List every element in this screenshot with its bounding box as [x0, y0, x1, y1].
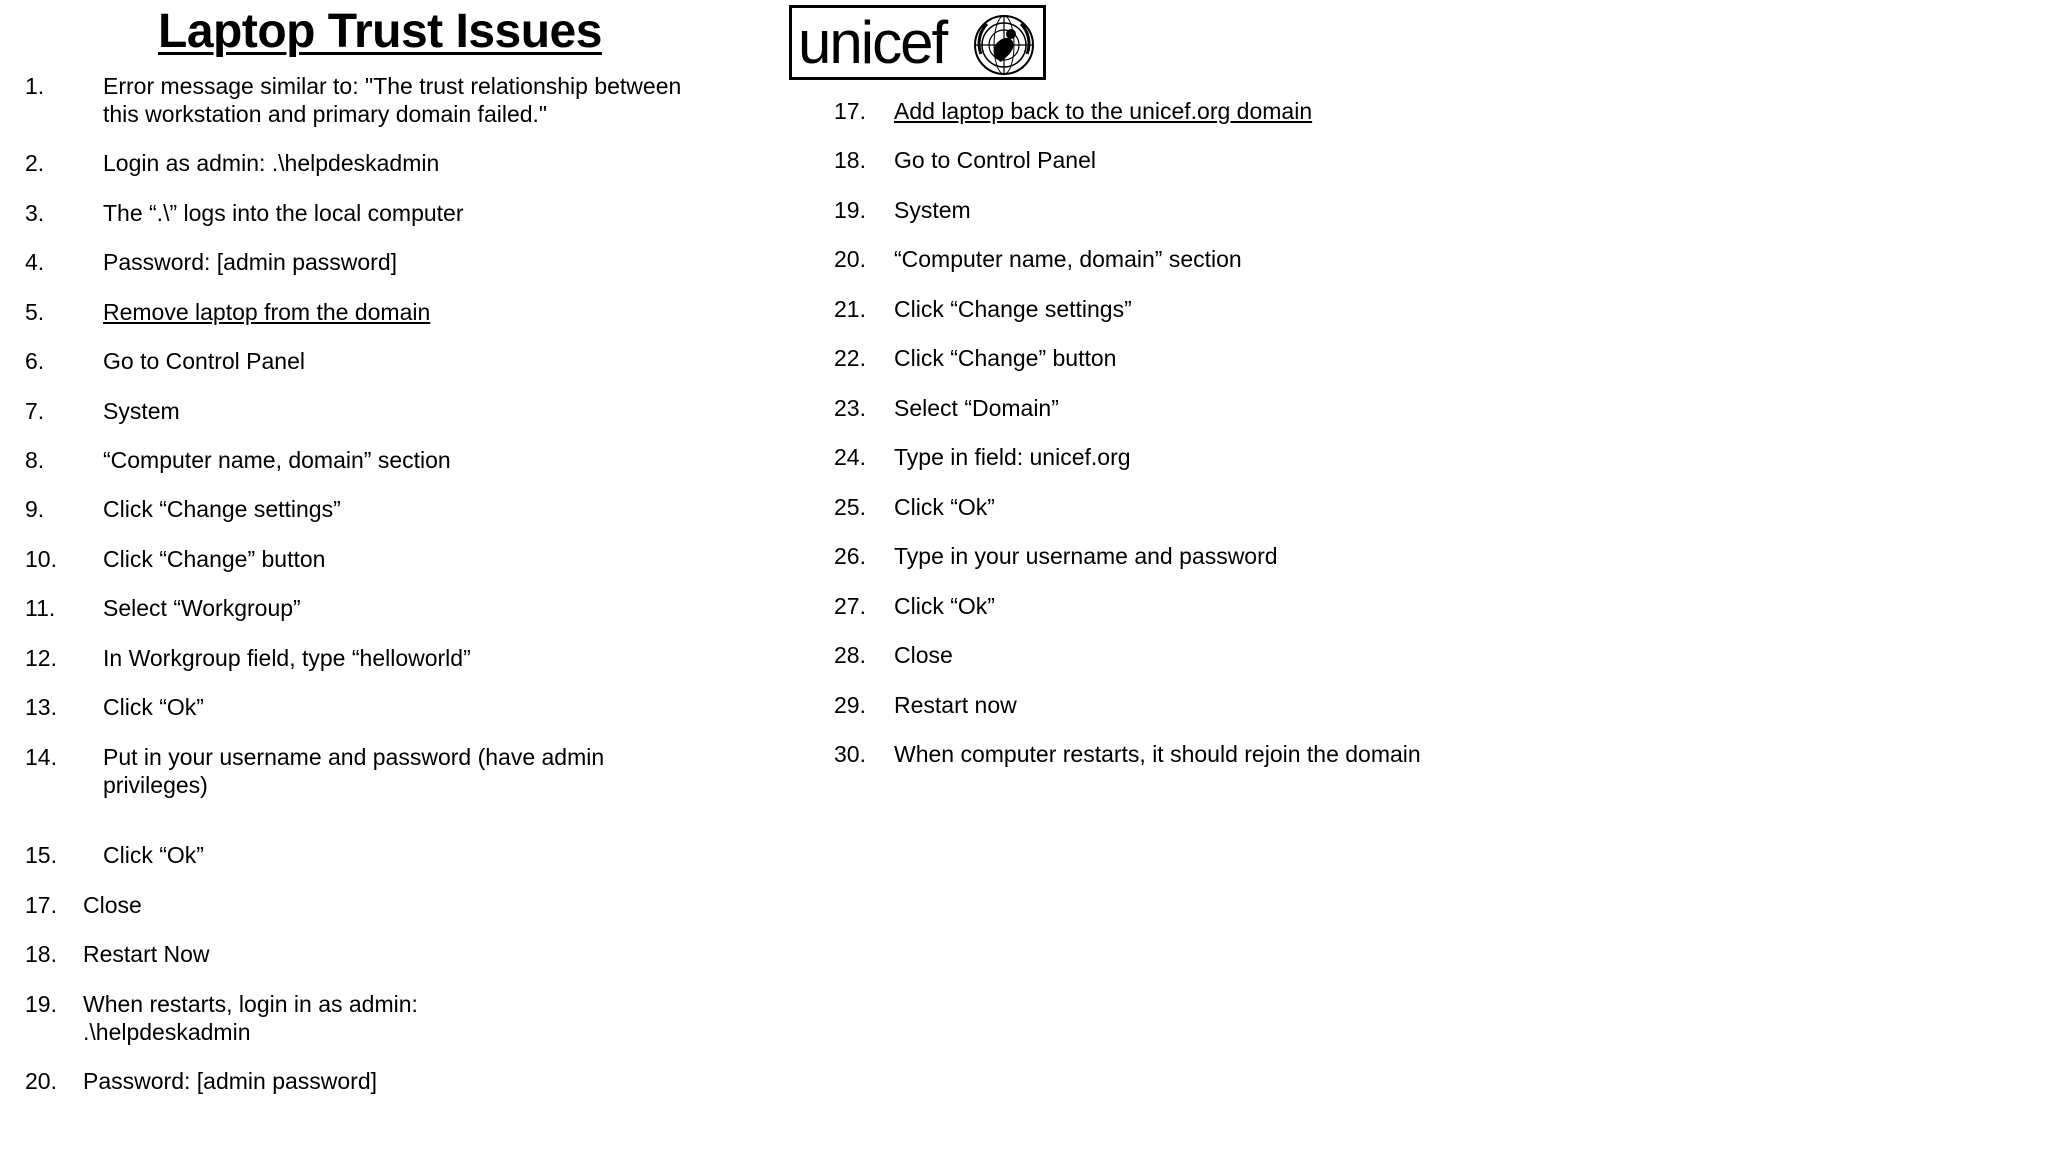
item-text: Restart Now [83, 941, 210, 967]
item-text: Restart now [894, 692, 1017, 718]
item-text: In Workgroup field, type “helloworld” [103, 645, 471, 671]
item-number: 29. [834, 692, 866, 718]
item-text: Click “Change settings” [103, 496, 341, 522]
item-text: Click “Ok” [894, 593, 995, 619]
item-number: 20. [834, 246, 866, 272]
item-number: 2. [25, 150, 45, 176]
item-number: 24. [834, 444, 866, 470]
item-number: 17. [25, 892, 57, 918]
item-number: 21. [834, 296, 866, 322]
item-text: Error message similar to: "The trust relationship between [103, 73, 682, 99]
item-number: 5. [25, 299, 45, 325]
item-text: .\helpdeskadmin [83, 1019, 251, 1045]
item-text: Go to Control Panel [894, 147, 1097, 173]
item-text: Select “Workgroup” [103, 595, 301, 621]
item-text: Click “Ok” [103, 694, 204, 720]
item-text: Type in your username and password [894, 543, 1278, 569]
item-number: 15. [25, 842, 57, 868]
item-number: 10. [25, 546, 57, 572]
item-number: 19. [834, 197, 866, 223]
item-number: 25. [834, 494, 866, 520]
item-number: 17. [834, 98, 866, 124]
item-text: privileges) [103, 772, 208, 798]
item-number: 20. [25, 1068, 57, 1094]
item-number: 27. [834, 593, 866, 619]
item-number: 28. [834, 642, 866, 668]
item-text: Click “Change settings” [894, 296, 1132, 322]
item-number: 13. [25, 694, 57, 720]
item-number: 9. [25, 496, 45, 522]
item-number: 18. [25, 941, 57, 967]
item-text: System [103, 398, 180, 424]
item-text: Login as admin: .\helpdeskadmin [103, 150, 440, 176]
item-number: 19. [25, 991, 57, 1017]
item-text: When computer restarts, it should rejoin the domain [894, 741, 1421, 767]
item-text: Close [83, 892, 142, 918]
item-number: 4. [25, 249, 45, 275]
item-number: 11. [25, 595, 56, 621]
item-number: 6. [25, 348, 45, 374]
item-number: 18. [834, 147, 866, 173]
item-number: 22. [834, 345, 866, 371]
item-text: Click “Change” button [103, 546, 326, 572]
item-heading: Add laptop back to the unicef.org domain [894, 98, 1313, 124]
item-text: The “.\” logs into the local computer [103, 200, 464, 226]
globe-emblem-icon [973, 14, 1035, 76]
item-text: Go to Control Panel [103, 348, 306, 374]
item-number: 1. [25, 73, 45, 99]
item-text: Click “Ok” [103, 842, 204, 868]
item-text: this workstation and primary domain failed." [103, 101, 548, 127]
item-number: 23. [834, 395, 866, 421]
item-number: 30. [834, 741, 866, 767]
item-text: Select “Domain” [894, 395, 1059, 421]
item-text: Password: [admin password] [83, 1068, 378, 1094]
page-title: Laptop Trust Issues [158, 5, 602, 58]
unicef-logo [789, 5, 1046, 80]
item-text: System [894, 197, 971, 223]
item-text: Password: [admin password] [103, 249, 398, 275]
item-heading: Remove laptop from the domain [103, 299, 431, 325]
item-number: 26. [834, 543, 866, 569]
item-text: “Computer name, domain” section [894, 246, 1242, 272]
item-number: 12. [25, 645, 57, 671]
item-number: 8. [25, 447, 45, 473]
item-number: 3. [25, 200, 45, 226]
item-number: 7. [25, 398, 45, 424]
logo-wordmark: unicef [798, 9, 947, 76]
item-text: Close [894, 642, 953, 668]
item-text: “Computer name, domain” section [103, 447, 451, 473]
item-text: Click “Ok” [894, 494, 995, 520]
right-step-list [834, 97, 1734, 797]
item-text: When restarts, login in as admin: [83, 991, 418, 1017]
item-text: Click “Change” button [894, 345, 1117, 371]
item-number: 14. [25, 744, 57, 770]
item-text: Type in field: unicef.org [894, 444, 1131, 470]
left-step-list [25, 72, 765, 1094]
item-text: Put in your username and password (have admin [103, 744, 605, 770]
